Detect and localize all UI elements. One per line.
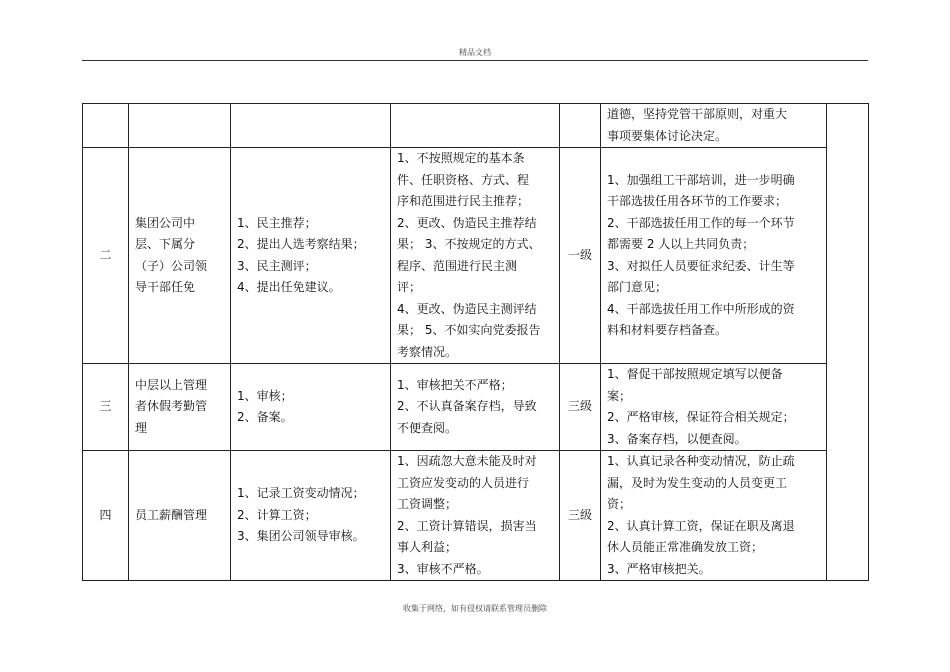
level-cell: 一级 xyxy=(560,148,601,364)
item-cell xyxy=(129,104,231,148)
steps-cell: 1、审核； 2、备案。 xyxy=(231,364,391,451)
risk-control-table xyxy=(82,103,869,581)
level-cell xyxy=(560,104,601,148)
table-row-continued xyxy=(83,104,869,148)
measures-cell: 1、督促干部按照规定填写以便备 案； 2、严格审核，保证符合相关规定； 3、备案存档，以便查阅。 xyxy=(601,364,827,451)
level-cell: 三级 xyxy=(560,364,601,451)
steps-cell: 1、记录工资变动情况； 2、计算工资； 3、集团公司领导审核。 xyxy=(231,451,391,581)
risks-cell: 1、因疏忽大意未能及时对 工资应发变动的人员进行 工资调整； 2、工资计算错误，损害当 事人利益； 3、审核不严格。 xyxy=(391,451,560,581)
risks-cell: 1、审核把关不严格； 2、不认真备案存档，导致 不便查阅。 xyxy=(391,364,560,451)
level-cell: 三级 xyxy=(560,451,601,581)
steps-cell xyxy=(231,104,391,148)
measures-cell: 1、认真记录各种变动情况，防止疏 漏，及时为发生变动的人员变更工 资； 2、认真计算工资，保证在职及离退 休人员能正常准确发放工资； 3、严格审核把关。 xyxy=(601,451,827,581)
num-cell: 二 xyxy=(83,148,129,364)
num-cell: 四 xyxy=(83,451,129,581)
remarks-cell xyxy=(827,104,869,581)
num-cell: 三 xyxy=(83,364,129,451)
item-cell: 员工薪酬管理 xyxy=(129,451,231,581)
page-footer: 收集于网络，如有侵权请联系管理员删除 xyxy=(403,604,547,613)
table-row xyxy=(83,451,869,581)
item-cell: 中层以上管理 者休假考勤管 理 xyxy=(129,364,231,451)
steps-cell: 1、民主推荐； 2、提出人选考察结果； 3、民主测评； 4、提出任免建议。 xyxy=(231,148,391,364)
measures-cell: 1、加强组工干部培训，进一步明确 干部选拔任用各环节的工作要求； 2、干部选拔任用工作的每一个环节 都需要 2 人以上共同负责； 3、对拟任人员要征求纪委、计生等 部门意见； 4、干部选拔任用工作中所形成的资 料和材料要存档备查。 xyxy=(601,148,827,364)
item-cell: 集团公司中 层、下属分 （子）公司领 导干部任免 xyxy=(129,148,231,364)
risks-cell xyxy=(391,104,560,148)
page-header: 精品文档 xyxy=(459,48,491,57)
table-row xyxy=(83,364,869,451)
num-cell xyxy=(83,104,129,148)
risks-cell: 1、不按照规定的基本条 件、任职资格、方式、程 序和范围进行民主推荐； 2、更改、伪造民主推荐结 果； 3、不按规定的方式、 程序、范围进行民主测 评； 4、更改、伪造民主测评结 果； 5、不如实向党委报告 考察情况。 xyxy=(391,148,560,364)
header-divider xyxy=(82,60,868,61)
table-row xyxy=(83,148,869,364)
measures-cell: 道德，坚持党管干部原则，对重大 事项要集体讨论决定。 xyxy=(601,104,827,148)
